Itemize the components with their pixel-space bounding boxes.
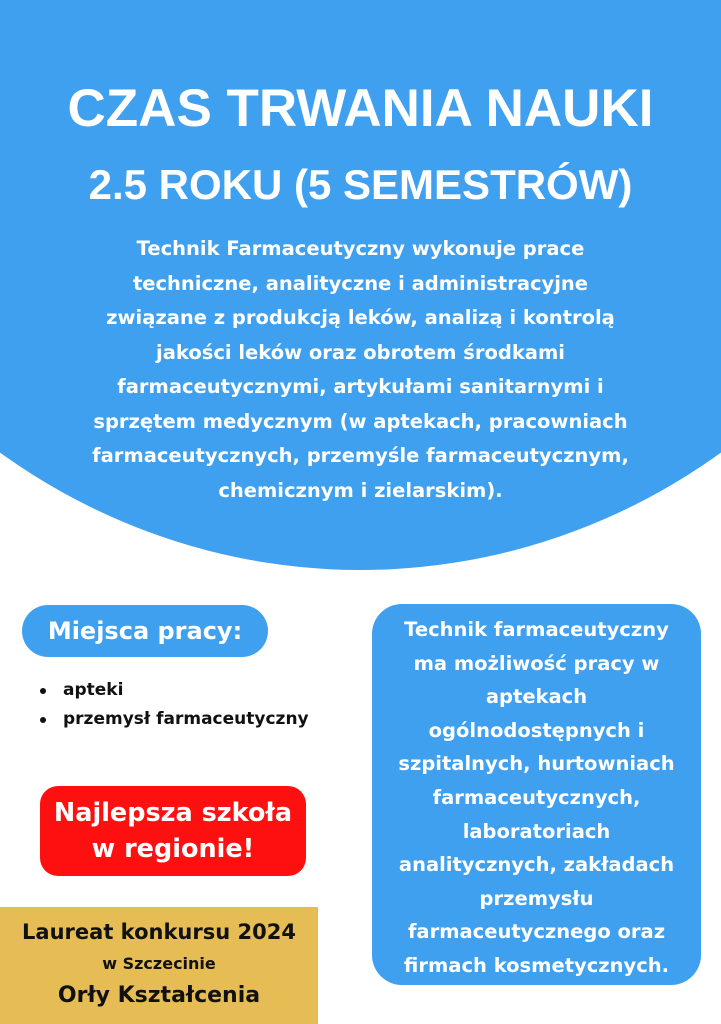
workplaces-heading: Miejsca pracy: xyxy=(22,605,268,657)
list-item: apteki xyxy=(26,676,309,705)
list-item: przemysł farmaceutyczny xyxy=(26,705,309,734)
award-name: Orły Kształcenia xyxy=(57,983,261,1008)
description-line: farmaceutycznymi, artykułami sanitarnymi i xyxy=(117,375,604,398)
workplaces-list xyxy=(26,676,309,734)
career-line: Technik farmaceutyczny xyxy=(404,618,669,641)
description-line: sprzętem medycznym (w aptekach, pracowniach xyxy=(93,409,628,433)
description-line: Technik Farmaceutyczny wykonuje prace xyxy=(136,237,585,260)
description-line: farmaceutycznych, przemyśle farmaceutycznym, xyxy=(92,444,629,467)
description-line: związane z produkcją leków, analizą i kontrolą xyxy=(106,306,615,329)
description-line: chemicznym i zielarskim). xyxy=(218,478,503,502)
career-line: przemysłu xyxy=(479,886,594,910)
description-line: jakości leków oraz obrotem środkami xyxy=(156,340,565,364)
page-subtitle: 2.5 ROKU (5 SEMESTRÓW) xyxy=(88,161,633,208)
career-line: ogólnodostępnych i xyxy=(428,718,645,742)
award-title: Laureat konkursu 2024 xyxy=(22,920,296,944)
career-line: firmach kosmetycznych. xyxy=(403,953,670,977)
description-paragraph xyxy=(55,232,666,508)
award-box xyxy=(0,907,318,1024)
career-info-card xyxy=(372,604,701,985)
page-title: CZAS TRWANIA NAUKI xyxy=(67,79,654,138)
career-line: aptekach xyxy=(485,685,588,709)
career-line: ma możliwość pracy w xyxy=(413,651,660,675)
best-school-line: Najlepsza szkoła xyxy=(53,798,293,828)
best-school-badge xyxy=(40,786,306,876)
career-line: farmaceutycznego oraz xyxy=(407,920,666,944)
award-location: w Szczecinie xyxy=(102,954,216,973)
best-school-line: w regionie! xyxy=(91,834,255,864)
career-line: analitycznych, zakładach xyxy=(398,853,675,877)
description-line: techniczne, analityczne i administracyjne xyxy=(132,271,589,295)
career-line: laboratoriach xyxy=(462,819,611,843)
career-line: farmaceutycznych, xyxy=(432,785,641,809)
career-line: szpitalnych, hurtowniach xyxy=(398,752,675,776)
